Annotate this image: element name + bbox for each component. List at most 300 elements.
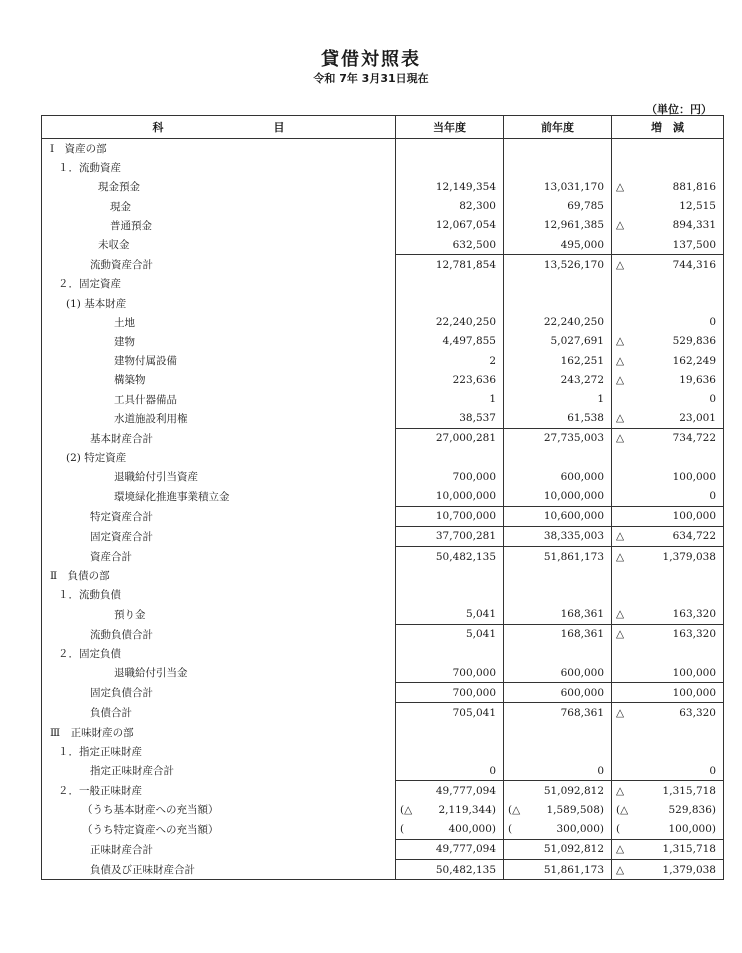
previous-year-cell <box>504 800 612 819</box>
current-year-cell <box>396 294 504 313</box>
row-label: 建物 <box>114 335 135 348</box>
previous-year-cell <box>504 663 612 683</box>
current-year-value: 5,041 <box>465 608 496 621</box>
change-value: 0 <box>709 393 716 406</box>
change-cell <box>612 781 724 801</box>
row-label-cell <box>42 781 396 801</box>
previous-year-value: 13,526,170 <box>543 258 604 271</box>
previous-year-value: 1,589,508) <box>546 803 604 816</box>
table-row <box>42 663 724 683</box>
row-label-cell <box>42 486 396 506</box>
as-of-date: 令和 7年 3月31日現在 <box>313 72 429 85</box>
current-year-cell <box>396 820 504 840</box>
previous-year-value: 600,000 <box>560 686 604 699</box>
current-year-cell <box>396 624 504 644</box>
change-cell <box>612 351 724 370</box>
current-year-value: 50,482,135 <box>435 863 496 876</box>
row-label: ２．一般正味財産 <box>58 785 142 798</box>
row-label-cell <box>42 526 396 546</box>
change-cell <box>612 703 724 723</box>
current-year-value: 27,000,281 <box>435 432 496 445</box>
previous-year-cell <box>504 624 612 644</box>
row-label: 水道施設利用権 <box>114 412 188 425</box>
previous-year-cell <box>504 158 612 177</box>
previous-year-cell <box>504 566 612 585</box>
previous-year-value: 768,361 <box>560 707 604 720</box>
previous-year-cell <box>504 467 612 486</box>
row-label-cell <box>42 158 396 177</box>
table-row <box>42 467 724 486</box>
previous-year-value: 600,000 <box>560 666 604 679</box>
change-prefix: △ <box>616 335 625 348</box>
current-year-cell <box>396 506 504 526</box>
current-year-value: 700,000 <box>452 666 496 679</box>
change-cell <box>612 486 724 506</box>
previous-year-cell <box>504 761 612 781</box>
table-row <box>42 177 724 196</box>
current-year-cell <box>396 467 504 486</box>
change-cell <box>612 644 724 663</box>
change-cell <box>612 723 724 742</box>
current-year-value: 1 <box>489 393 496 406</box>
change-value: 19,636 <box>679 373 716 386</box>
row-label-cell <box>42 197 396 216</box>
change-prefix: △ <box>616 707 625 720</box>
current-year-cell <box>396 235 504 255</box>
row-label-cell <box>42 313 396 332</box>
change-prefix: △ <box>616 412 625 425</box>
row-label: 指定正味財産合計 <box>90 765 174 778</box>
previous-year-cell <box>504 723 612 742</box>
table-row <box>42 139 724 159</box>
change-prefix: △ <box>616 180 625 193</box>
table-row <box>42 506 724 526</box>
change-value: 137,500 <box>672 238 716 251</box>
previous-year-cell <box>504 448 612 467</box>
change-prefix: △ <box>616 354 625 367</box>
row-label-cell <box>42 663 396 683</box>
row-label-cell <box>42 761 396 781</box>
previous-year-value: 69,785 <box>567 200 604 213</box>
current-year-cell <box>396 742 504 761</box>
current-year-cell <box>396 663 504 683</box>
change-prefix: △ <box>616 784 625 797</box>
change-prefix: △ <box>616 219 625 232</box>
table-row <box>42 428 724 448</box>
previous-year-prefix: (△ <box>508 803 521 816</box>
previous-year-cell <box>504 177 612 196</box>
previous-year-value: 51,092,812 <box>543 843 604 856</box>
row-label-cell <box>42 467 396 486</box>
table-row <box>42 820 724 840</box>
previous-year-value: 5,027,691 <box>550 335 604 348</box>
current-year-value: 12,149,354 <box>435 180 496 193</box>
change-value: 100,000) <box>668 823 716 836</box>
previous-year-cell <box>504 839 612 859</box>
row-label: 負債合計 <box>90 707 132 720</box>
change-cell <box>612 294 724 313</box>
current-year-value: 632,500 <box>452 238 496 251</box>
change-cell <box>612 197 724 216</box>
previous-year-prefix: ( <box>508 823 513 836</box>
current-year-value: 10,700,000 <box>435 510 496 523</box>
current-year-cell <box>396 177 504 196</box>
change-value: 734,722 <box>672 432 716 445</box>
row-label-cell <box>42 683 396 703</box>
current-year-cell <box>396 723 504 742</box>
current-year-cell <box>396 703 504 723</box>
current-year-cell <box>396 370 504 389</box>
previous-year-cell <box>504 683 612 703</box>
current-year-cell <box>396 332 504 351</box>
current-year-value: 700,000 <box>452 470 496 483</box>
previous-year-cell <box>504 235 612 255</box>
current-year-cell <box>396 255 504 275</box>
row-label-cell <box>42 859 396 879</box>
table-row <box>42 158 724 177</box>
change-cell <box>612 255 724 275</box>
header-current-year: 当年度 <box>396 116 504 139</box>
table-row <box>42 313 724 332</box>
current-year-value: 38,537 <box>459 412 496 425</box>
row-label: 特定資産合計 <box>90 510 153 523</box>
row-label-cell <box>42 274 396 293</box>
table-body <box>42 139 724 880</box>
row-label: １．流動資産 <box>58 162 121 175</box>
change-prefix: △ <box>616 843 625 856</box>
change-cell <box>612 566 724 585</box>
row-label-cell <box>42 605 396 625</box>
change-cell <box>612 526 724 546</box>
current-year-value: 223,636 <box>452 373 496 386</box>
table-row <box>42 197 724 216</box>
row-label: 流動負債合計 <box>90 628 153 641</box>
current-year-value: 2 <box>489 354 496 367</box>
previous-year-cell <box>504 274 612 293</box>
current-year-cell <box>396 197 504 216</box>
table-row <box>42 566 724 585</box>
row-label: 退職給付引当金 <box>114 667 188 680</box>
previous-year-cell <box>504 294 612 313</box>
row-label: 負債及び正味財産合計 <box>90 863 195 876</box>
current-year-cell <box>396 486 504 506</box>
change-prefix: ( <box>616 823 621 836</box>
current-year-value: 5,041 <box>465 628 496 641</box>
table-row <box>42 274 724 293</box>
change-prefix: △ <box>616 628 625 641</box>
row-label: ２．固定資産 <box>58 278 121 291</box>
change-cell <box>612 177 724 196</box>
row-label: （うち基本財産への充当額） <box>82 804 219 817</box>
change-cell <box>612 859 724 879</box>
change-cell <box>612 820 724 840</box>
previous-year-value: 27,735,003 <box>543 432 604 445</box>
current-year-cell <box>396 158 504 177</box>
row-label: （うち特定資産への充当額） <box>82 823 219 836</box>
change-cell <box>612 663 724 683</box>
previous-year-cell <box>504 389 612 408</box>
change-prefix: △ <box>616 863 625 876</box>
change-value: 100,000 <box>672 686 716 699</box>
previous-year-value: 243,272 <box>560 373 604 386</box>
change-value: 0 <box>709 316 716 329</box>
previous-year-value: 168,361 <box>560 628 604 641</box>
change-value: 1,379,038 <box>662 550 716 563</box>
previous-year-cell <box>504 351 612 370</box>
current-year-value: 12,781,854 <box>435 258 496 271</box>
change-value: 100,000 <box>672 510 716 523</box>
table-row <box>42 859 724 879</box>
previous-year-cell <box>504 820 612 840</box>
previous-year-cell <box>504 486 612 506</box>
change-cell <box>612 839 724 859</box>
change-cell <box>612 605 724 625</box>
current-year-cell <box>396 313 504 332</box>
previous-year-value: 38,335,003 <box>543 530 604 543</box>
current-year-cell <box>396 546 504 566</box>
previous-year-cell <box>504 409 612 429</box>
previous-year-cell <box>504 370 612 389</box>
row-label: 固定資産合計 <box>90 530 153 543</box>
previous-year-value: 51,092,812 <box>543 784 604 797</box>
current-year-value: 50,482,135 <box>435 550 496 563</box>
previous-year-cell <box>504 313 612 332</box>
change-prefix: △ <box>616 258 625 271</box>
change-prefix: △ <box>616 550 625 563</box>
row-label-cell <box>42 624 396 644</box>
current-year-value: 0 <box>489 764 496 777</box>
row-label: 現金 <box>110 200 131 213</box>
row-label-cell <box>42 566 396 585</box>
row-label: 基本財産合計 <box>90 432 153 445</box>
row-label: 環境緑化推進事業積立金 <box>114 490 230 503</box>
current-year-cell <box>396 274 504 293</box>
table-row <box>42 235 724 255</box>
change-cell <box>612 235 724 255</box>
row-label: 固定負債合計 <box>90 687 153 700</box>
current-year-value: 22,240,250 <box>435 316 496 329</box>
change-value: 744,316 <box>672 258 716 271</box>
table-row <box>42 742 724 761</box>
row-label: Ⅰ 資産の部 <box>50 143 107 156</box>
table-row <box>42 703 724 723</box>
change-cell <box>612 800 724 819</box>
previous-year-value: 0 <box>597 764 604 777</box>
previous-year-value: 495,000 <box>560 238 604 251</box>
change-value: 163,320 <box>672 628 716 641</box>
row-label-cell <box>42 294 396 313</box>
current-year-cell <box>396 428 504 448</box>
row-label-cell <box>42 139 396 159</box>
previous-year-cell <box>504 526 612 546</box>
change-cell <box>612 428 724 448</box>
row-label: １．流動負債 <box>58 589 121 602</box>
row-label: 普通預金 <box>110 219 152 232</box>
current-year-value: 700,000 <box>452 686 496 699</box>
table-row <box>42 216 724 235</box>
change-cell <box>612 370 724 389</box>
table-row <box>42 839 724 859</box>
current-year-value: 49,777,094 <box>435 843 496 856</box>
change-value: 1,315,718 <box>662 843 716 856</box>
change-cell <box>612 274 724 293</box>
header-subject: 科 目 <box>42 116 396 139</box>
table-row <box>42 605 724 625</box>
change-cell <box>612 506 724 526</box>
current-year-value: 4,497,855 <box>442 335 496 348</box>
row-label: 預り金 <box>114 608 146 621</box>
change-cell <box>612 158 724 177</box>
change-prefix: △ <box>616 530 625 543</box>
table-row <box>42 761 724 781</box>
table-row <box>42 781 724 801</box>
current-year-cell <box>396 526 504 546</box>
table-header-row <box>42 116 724 139</box>
change-value: 163,320 <box>672 608 716 621</box>
change-cell <box>612 409 724 429</box>
row-label-cell <box>42 546 396 566</box>
change-value: 1,379,038 <box>662 863 716 876</box>
current-year-cell <box>396 389 504 408</box>
previous-year-value: 61,538 <box>567 412 604 425</box>
previous-year-value: 13,031,170 <box>543 180 604 193</box>
change-value: 23,001 <box>679 412 716 425</box>
table-row <box>42 389 724 408</box>
change-value: 100,000 <box>672 470 716 483</box>
previous-year-cell <box>504 139 612 159</box>
row-label-cell <box>42 332 396 351</box>
row-label-cell <box>42 723 396 742</box>
row-label-cell <box>42 448 396 467</box>
previous-year-cell <box>504 197 612 216</box>
table-row <box>42 448 724 467</box>
row-label-cell <box>42 644 396 663</box>
change-cell <box>612 761 724 781</box>
previous-year-cell <box>504 605 612 625</box>
current-year-cell <box>396 839 504 859</box>
row-label-cell <box>42 216 396 235</box>
table-row <box>42 409 724 429</box>
change-cell <box>612 683 724 703</box>
previous-year-cell <box>504 546 612 566</box>
row-label: 工具什器備品 <box>114 393 177 406</box>
previous-year-cell <box>504 585 612 604</box>
row-label: １．指定正味財産 <box>58 745 142 758</box>
row-label: Ⅱ 負債の部 <box>50 570 110 583</box>
change-value: 162,249 <box>672 354 716 367</box>
previous-year-cell <box>504 742 612 761</box>
row-label-cell <box>42 351 396 370</box>
current-year-cell <box>396 216 504 235</box>
table-row <box>42 332 724 351</box>
table-row <box>42 370 724 389</box>
row-label-cell <box>42 742 396 761</box>
document-title: 貸借対照表 <box>321 49 421 70</box>
current-year-cell <box>396 859 504 879</box>
header-change: 増 減 <box>612 116 724 139</box>
current-year-value: 10,000,000 <box>435 489 496 502</box>
table-row <box>42 351 724 370</box>
change-cell <box>612 216 724 235</box>
row-label: ２．固定負債 <box>58 647 121 660</box>
current-year-value: 49,777,094 <box>435 784 496 797</box>
current-year-cell <box>396 761 504 781</box>
change-cell <box>612 742 724 761</box>
row-label-cell <box>42 703 396 723</box>
previous-year-cell <box>504 216 612 235</box>
previous-year-cell <box>504 644 612 663</box>
change-value: 0 <box>709 489 716 502</box>
table-row <box>42 683 724 703</box>
current-year-cell <box>396 409 504 429</box>
table-row <box>42 723 724 742</box>
current-year-value: 400,000) <box>448 823 496 836</box>
previous-year-value: 22,240,250 <box>543 316 604 329</box>
current-year-cell <box>396 605 504 625</box>
current-year-value: 37,700,281 <box>435 530 496 543</box>
header-previous-year: 前年度 <box>504 116 612 139</box>
change-cell <box>612 624 724 644</box>
table-row <box>42 526 724 546</box>
change-cell <box>612 313 724 332</box>
change-cell <box>612 139 724 159</box>
previous-year-cell <box>504 428 612 448</box>
previous-year-value: 600,000 <box>560 470 604 483</box>
current-year-cell <box>396 683 504 703</box>
current-year-cell <box>396 448 504 467</box>
row-label: 正味財産合計 <box>90 843 153 856</box>
change-value: 0 <box>709 764 716 777</box>
current-year-value: 82,300 <box>459 200 496 213</box>
row-label-cell <box>42 409 396 429</box>
current-year-prefix: ( <box>400 823 405 836</box>
row-label-cell <box>42 235 396 255</box>
table-row <box>42 546 724 566</box>
row-label: 建物付属設備 <box>114 355 177 368</box>
row-label: 資産合計 <box>90 550 132 563</box>
current-year-value: 12,067,054 <box>435 219 496 232</box>
current-year-cell <box>396 139 504 159</box>
row-label-cell <box>42 506 396 526</box>
previous-year-value: 1 <box>597 393 604 406</box>
change-cell <box>612 585 724 604</box>
row-label: 退職給付引当資産 <box>114 471 198 484</box>
previous-year-value: 51,861,173 <box>543 863 604 876</box>
change-value: 63,320 <box>679 707 716 720</box>
unit-label: （単位：円） <box>646 103 712 116</box>
table-row <box>42 624 724 644</box>
change-prefix: △ <box>616 608 625 621</box>
row-label-cell <box>42 839 396 859</box>
row-label: 土地 <box>114 316 135 329</box>
current-year-cell <box>396 800 504 819</box>
previous-year-cell <box>504 255 612 275</box>
previous-year-cell <box>504 859 612 879</box>
change-value: 529,836 <box>672 335 716 348</box>
current-year-value: 705,041 <box>452 707 496 720</box>
row-label-cell <box>42 428 396 448</box>
current-year-cell <box>396 644 504 663</box>
previous-year-value: 10,000,000 <box>543 489 604 502</box>
change-value: 100,000 <box>672 666 716 679</box>
row-label: 現金預金 <box>98 181 140 194</box>
change-value: 881,816 <box>672 180 716 193</box>
row-label-cell <box>42 370 396 389</box>
change-prefix: △ <box>616 432 625 445</box>
row-label-cell <box>42 820 396 840</box>
previous-year-value: 168,361 <box>560 608 604 621</box>
row-label-cell <box>42 177 396 196</box>
